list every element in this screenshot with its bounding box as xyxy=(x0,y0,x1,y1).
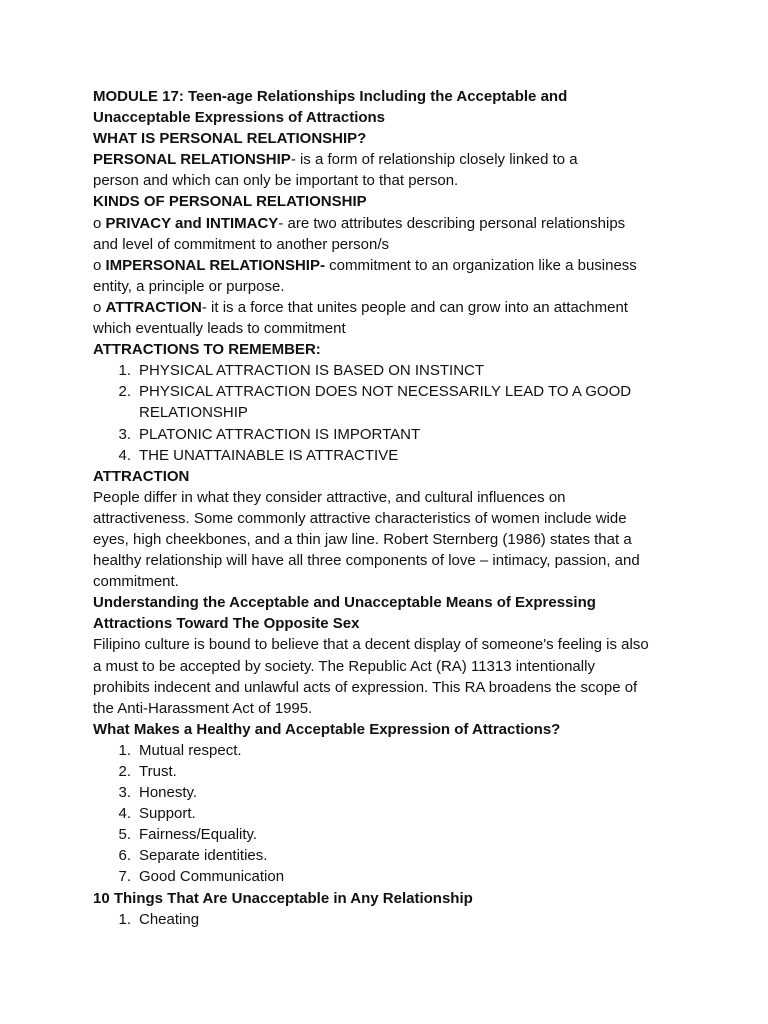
list-item: 6. Separate identities. xyxy=(118,847,268,865)
section-heading-kinds: KINDS OF PERSONAL RELATIONSHIP xyxy=(93,193,367,211)
healthy-list xyxy=(93,740,693,888)
attraction-paragraph: People differ in what they consider attractive, and cultural influences on attractiveness. Some commonly attractive characteristics of women include wide eyes, high cheekbones, and a thin jaw line. Robert Sternberg (1986) states that a healthy relationship will have all three components of love – intimacy, passion, and commitment. xyxy=(93,488,640,591)
list-item: 3. Honesty. xyxy=(118,784,198,802)
kind-item: o ATTRACTION- it is a force that unites people and can grow into an attachment which eventually leads to commitment xyxy=(93,298,628,338)
unacceptable-list xyxy=(93,909,693,930)
attractions-list xyxy=(93,360,693,465)
kind-item: o IMPERSONAL RELATIONSHIP- commitment to an organization like a business entity, a principle or purpose. xyxy=(93,256,637,295)
list-item: 7. Good Communication xyxy=(118,868,285,886)
document-page xyxy=(93,86,693,930)
list-item: 1. PHYSICAL ATTRACTION IS BASED ON INSTINCT xyxy=(118,362,485,380)
module-title: MODULE 17: Teen-age Relationships Including the Acceptable and Unacceptable Expressions of Attractions xyxy=(93,88,568,127)
section-heading-attraction: ATTRACTION xyxy=(93,467,190,485)
list-item: 2. PHYSICAL ATTRACTION DOES NOT NECESSARILY LEAD TO A GOOD RELATIONSHIP xyxy=(118,383,632,422)
list-item: 4. THE UNATTAINABLE IS ATTRACTIVE xyxy=(118,446,399,464)
understanding-paragraph: Filipino culture is bound to believe that a decent display of someone's feeling is also a must to be accepted by society. The Republic Act (RA) 11313 intentionally prohibits indecent and unlawful acts of expression. This RA broadens the scope of the Anti-Harassment Act of 1995. xyxy=(93,636,649,717)
list-item: 1. Cheating xyxy=(118,910,200,928)
section-heading-healthy: What Makes a Healthy and Acceptable Expression of Attractions? xyxy=(93,720,561,738)
list-item: 2. Trust. xyxy=(118,763,177,780)
section-heading-what-is-personal-relationship: WHAT IS PERSONAL RELATIONSHIP? xyxy=(93,130,367,148)
kind-item: o PRIVACY and INTIMACY- are two attributes describing personal relationships and level of commitment to another person/s xyxy=(93,214,626,253)
list-item: 3. PLATONIC ATTRACTION IS IMPORTANT xyxy=(118,425,421,443)
list-item: 4. Support. xyxy=(118,805,196,823)
section-heading-unacceptable: 10 Things That Are Unacceptable in Any Relationship xyxy=(93,889,473,907)
section-heading-attractions-to-remember: ATTRACTIONS TO REMEMBER: xyxy=(93,341,321,359)
list-item: 5. Fairness/Equality. xyxy=(118,826,258,844)
list-item: 1. Mutual respect. xyxy=(118,741,242,759)
section-heading-understanding: Understanding the Acceptable and Unacceptable Means of Expressing Attractions Toward The Opposite Sex xyxy=(93,594,596,633)
personal-relationship-definition: PERSONAL RELATIONSHIP- is a form of relationship closely linked to a person and which can only be important to that person. xyxy=(93,151,578,190)
